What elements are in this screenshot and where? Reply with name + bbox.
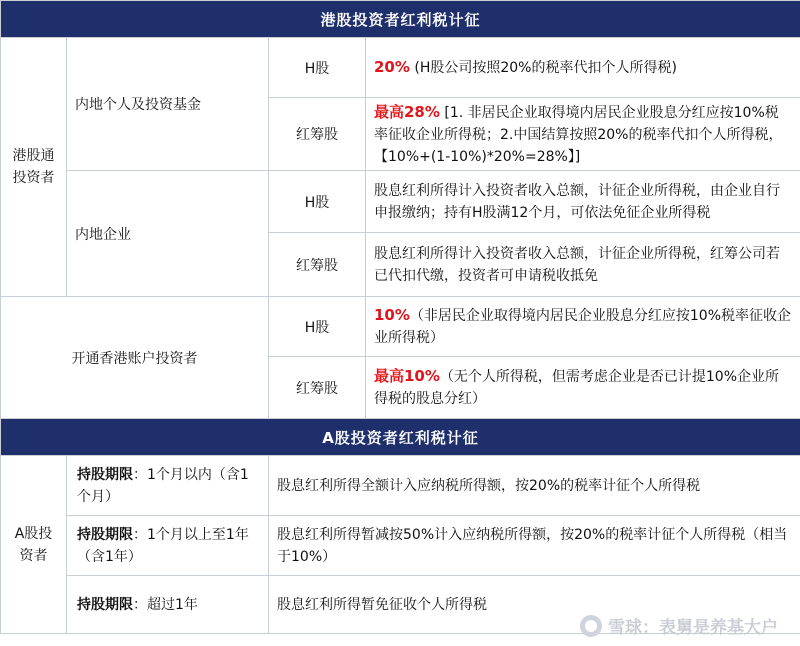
stock-type-label: 红筹股 (269, 98, 366, 171)
tax-rule-cell (366, 171, 800, 233)
stock-type-label: H股 (269, 171, 366, 233)
holding-period-cell (67, 576, 269, 634)
stock-type-label: 红筹股 (269, 233, 366, 297)
tax-rule-cell (366, 98, 800, 171)
investor-subtype-label: 内地个人及投资基金 (67, 38, 269, 171)
table-row (1, 456, 800, 516)
tax-rule-cell (269, 516, 800, 576)
a-investor-label: A股投 资者 (1, 456, 67, 634)
table-row (1, 516, 800, 576)
watermark-text: 雪球：表舅是养基大户 (608, 618, 778, 638)
tax-rule-text: 股息红利所得暂减按50%计入应纳税所得额，按20%的税率计征个人所得税（相当于10%） (277, 526, 788, 565)
hk-section-title: 港股投资者红利税计征 (1, 1, 800, 38)
a-section-header-row (1, 419, 800, 456)
tax-rule-cell (366, 297, 800, 357)
tax-rate-highlight: 最高10% (374, 367, 440, 385)
tax-rate-highlight: 最高28% (374, 102, 440, 121)
a-section-title: A股投资者红利税计征 (1, 419, 800, 456)
holding-period-value: ：1个月以内（含1个月） (77, 466, 249, 505)
tax-rule-text: 股息红利所得全额计入应纳税所得额，按20%的税率计征个人所得税 (277, 477, 701, 494)
tax-rule-cell (366, 38, 800, 98)
tax-rule-text: 股息红利所得计入投资者收入总额，计征企业所得税，红筹公司若已代扣代缴，投资者可申请税收抵免 (374, 245, 780, 284)
table-row (1, 171, 800, 233)
tax-rule-text: （无个人所得税，但需考虑企业是否已计提10%企业所得税的股息分红） (374, 369, 780, 407)
holding-period-value: ：超过1年 (133, 596, 198, 613)
holding-period-label: 持股期限 (77, 526, 133, 543)
investor-subtype-label: 内地企业 (67, 171, 269, 297)
table-row (1, 297, 800, 357)
tax-rule-text: (H股公司按照20%的税率代扣个人所得税) (409, 60, 677, 76)
table-row (1, 38, 800, 98)
tax-rule-cell (366, 357, 800, 419)
tax-rate-highlight: 10% (374, 306, 410, 324)
holding-period-label: 持股期限 (77, 596, 133, 613)
snowball-logo-icon (580, 615, 602, 637)
tax-rule-text: 股息红利所得暂免征收个人所得税 (277, 596, 487, 613)
tax-rule-text: （非居民企业取得境内居民企业股息分红应按10%税率征收企业所得税） (374, 308, 792, 346)
tax-rate-highlight: 20% (374, 58, 410, 76)
stock-type-label: H股 (269, 297, 366, 357)
tax-rule-cell (366, 233, 800, 297)
holding-period-value: ：1个月以上至1年（含1年） (77, 526, 249, 565)
holding-period-cell (67, 456, 269, 516)
hk-investor-label: 港股通 投资者 (1, 38, 67, 297)
stock-type-label: H股 (269, 38, 366, 98)
stock-type-label: 红筹股 (269, 357, 366, 419)
investor-subtype-label: 开通香港账户投资者 (1, 297, 269, 419)
hk-section-header-row (1, 1, 800, 38)
snowball-watermark (580, 613, 778, 638)
tax-rule-text: [1. 非居民企业取得境内居民企业股息分红应按10%税率征收企业所得税；2.中国结算按照20%的税率代扣个人所得税，【10%+(1-10%)*20%=28%】] (374, 104, 783, 165)
holding-period-label: 持股期限 (77, 466, 133, 483)
tax-rule-cell (269, 456, 800, 516)
tax-rule-text: 股息红利所得计入投资者收入总额，计征企业所得税，由企业自行申报缴纳；持有H股满12个月，可依法免征企业所得税 (374, 182, 780, 221)
holding-period-cell (67, 516, 269, 576)
